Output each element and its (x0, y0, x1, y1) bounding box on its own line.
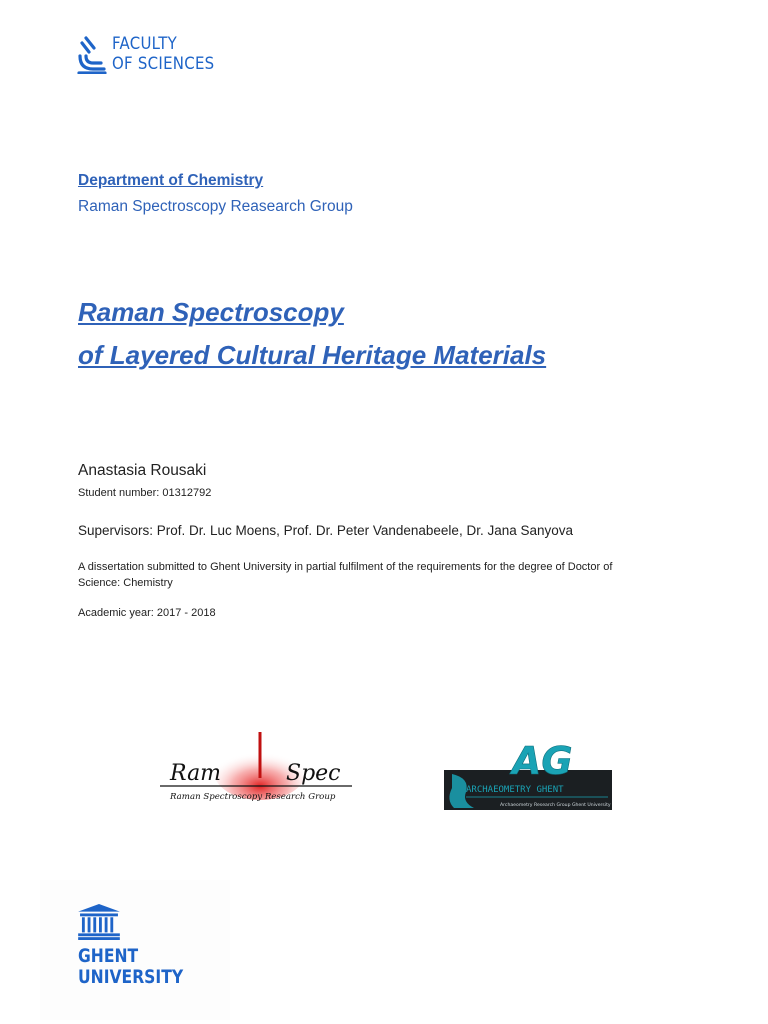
ghent-logo-line1: GHENT (78, 945, 139, 967)
supervisors: Supervisors: Prof. Dr. Luc Moens, Prof. Dr. Peter Vandenabeele, Dr. Jana Sanyova (78, 523, 574, 538)
ag-name: ARCHAEOMETRY GHENT (466, 785, 564, 795)
faculty-logo-text (112, 34, 214, 74)
department-link[interactable]: Department of Chemistry (78, 172, 264, 189)
faculty-of-sciences-logo (72, 30, 232, 80)
dissertation-statement: A dissertation submitted to Ghent University in partial fulfilment of the requirements for the degree of Doctor of Science: Chemistry (78, 561, 613, 589)
ghent-university-logo (40, 880, 230, 1020)
ramspec-tagline: Raman Spectroscopy Research Group (170, 792, 336, 802)
ghent-logo-line2: UNIVERSITY (78, 966, 184, 988)
author-name: Anastasia Rousaki (78, 462, 207, 479)
ramspec-logo (158, 730, 354, 806)
ramspec-word-left: Ram (170, 761, 222, 786)
ag-tagline: Archaeometry Research Group Ghent University (500, 803, 611, 808)
research-group: Raman Spectroscopy Reasearch Group (78, 198, 353, 215)
thesis-title-line2: of Layered Cultural Heritage Materials (78, 340, 547, 370)
microscope-icon (76, 34, 108, 74)
ramspec-peak (259, 732, 262, 778)
archaeometry-ghent-logo (444, 742, 612, 810)
ghent-logo-text (78, 946, 183, 988)
student-number: Student number: 01312792 (78, 487, 212, 499)
ag-letters: AG (512, 742, 573, 783)
thesis-title-line1: Raman Spectroscopy (78, 297, 344, 327)
academic-year: Academic year: 2017 - 2018 (78, 607, 216, 619)
ramspec-word-right: Spec (286, 761, 341, 786)
university-building-icon (78, 904, 120, 940)
faculty-logo-line2: OF SCIENCES (112, 54, 215, 74)
faculty-logo-line1: FACULTY (112, 34, 178, 54)
